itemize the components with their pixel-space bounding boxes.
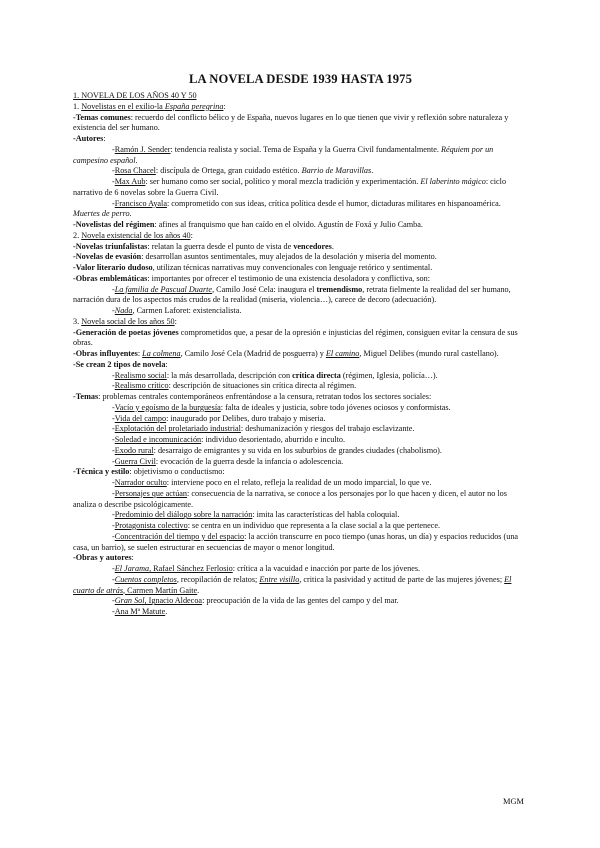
theme-campo: -Vida del campo: inaugurado por Delibes, duro trabajo y miseria. [112, 413, 326, 423]
paragraph-triunfalistas: -Novelas triunfalistas: relatan la guerra desde el punto de vista de vencedores. [73, 241, 334, 251]
theme-exodo: -Exodo rural: desarraigo de emigrantes y su vida en los suburbios de grandes ciudades (chabolismo). [112, 445, 442, 455]
technique-protagonista: -Protagonista colectivo: se centra en un individuo que representa a la clase social a la que pertenece. [112, 521, 441, 530]
label-autores: -Autores: [73, 134, 106, 143]
document-page [73, 68, 528, 618]
subsection-social: 3. Novela social de los años 50: [73, 316, 177, 326]
technique-dialogo: -Predominio del diálogo sobre la narración: imita las características del habla coloquial. [112, 510, 400, 520]
author-matute: -Ana Mª Matute. [112, 607, 168, 616]
page-title: LA NOVELA DESDE 1939 HASTA 1975 [189, 72, 412, 86]
subsection-existencial: 2. Novela existencial de los años 40: [73, 230, 193, 240]
work-pascual-duarte: -La familia de Pascual Duarte, Camilo José Cela: inaugura el tremendismo, retrata fielmente la realidad del ser humano, narración dura de los aspectos más crudos de la realidad (miseria, violencia…), carece de decoro (adecuación). [73, 284, 511, 305]
author-sender: -Ramón J. Sender: tendencia realista y social. Tema de España y la Guerra Civil fundamentalmente. Réquiem por un campesino español. [73, 144, 494, 165]
theme-guerra-civil: -Guerra Civil: evocación de la guerra desde la infancia o adolescencia. [112, 456, 344, 466]
paragraph-emblematicas: -Obras emblemáticas: importantes por ofrecer el testimonio de una existencia desoladora y conflictiva, son: [73, 273, 430, 283]
type-realismo-critico: -Realismo crítico: descripción de situaciones sin crítica directa al régimen. [112, 381, 357, 391]
work-nada: -Nada, Carmen Laforet: existencialista. [112, 306, 242, 315]
technique-narrador: -Narrador oculto: interviene poco en el relato, refleja la realidad de un modo imparcial, lo que ve. [112, 478, 432, 487]
author-aub: -Max Aub: ser humano como ser social, político y moral mezcla tradición y experimentación. El laberinto mágico: ciclo narrativo de 6 novelas sobre la Guerra Civil. [73, 177, 507, 197]
label-obras-autores: -Obras y autores: [73, 553, 134, 563]
theme-soledad: -Soledad e incomunicación: individuo desorientado, aburrido e inculto. [112, 435, 346, 444]
author-ayala: -Francisco Ayala: comprometido con sus ideas, crítica política desde el humor, dictaduras militares en hispanoamérica. Muertes de perro. [73, 198, 501, 219]
paragraph-evasion: -Novelas de evasión: desarrollan asuntos sentimentales, muy alejados de la desolación y miseria del momento. [73, 252, 437, 262]
paragraph-influyentes: -Obras influyentes: La colmena, Camilo José Cela (Madrid de posguerra) y El camino, Miguel Delibes (mundo rural castellano). [73, 349, 499, 358]
paragraph-regimen: -Novelistas del régimen: afines al franquismo que han caído en el olvido. Agustín de Foxá y Julio Camba. [73, 220, 423, 229]
paragraph-dudoso: -Valor literario dudoso, utilizan técnicas narrativas muy convencionales con lenguaje retórico y sentimental. [73, 263, 433, 272]
section-heading-1: 1. NOVELA DE LOS AÑOS 40 Y 50 [73, 91, 197, 100]
theme-proletariado: -Explotación del proletariado industrial: deshumanización y riesgos del trabajo esclavizante. [112, 424, 415, 434]
subsection-exilio: 1. Novelistas en el exilio-la España peregrina: [73, 101, 226, 111]
paragraph-temas: -Temas: problemas centrales contemporáneos enfrentándose a la censura, retratan todos los sectores sociales: [73, 392, 432, 401]
work-el-jarama: -El Jarama, Rafael Sánchez Ferlosio: crítica a la vacuidad e inacción por parte de los jóvenes. [112, 564, 421, 573]
label-tipos-novela: -Se crean 2 tipos de novela: [73, 359, 168, 369]
paragraph-tecnica: -Técnica y estilo: objetivismo o conductismo: [73, 467, 225, 477]
technique-concentracion: -Concentración del tiempo y del espacio: la acción transcurre en poco tiempo (unas horas, un día) y espacios reducidos (una casa, un barrio), se suelen estructurar en secuencias de mayor o menor longitud. [73, 531, 519, 552]
theme-burguesia: -Vacío y egoísmo de la burguesía: falta de ideales y justicia, sobre todo jóvenes ociosos y conformistas. [112, 402, 451, 412]
type-realismo-social: -Realismo social: la más desarrollada, descripción con crítica directa (régimen, Iglesia, policía…). [112, 370, 438, 380]
author-chacel: -Rosa Chacel: discípula de Ortega, gran cuidado estético. Barrio de Maravillas. [112, 166, 374, 176]
author-initials: MGM [503, 797, 524, 806]
technique-personajes: -Personajes que actúan: consecuencia de la narrativa, se conoce a los personajes por lo que hacen y dicen, el autor no los analiza o describe psicológicamente. [73, 488, 507, 509]
work-martin-gaite: -Cuentos completos, recopilación de relatos; Entre visillo, critica la pasividad y actitud de parte de las mujeres jóvenes; El cuarto de atrás, Carmen Martín Gaite. [73, 574, 512, 595]
work-gran-sol: -Gran Sol, Ignacio Aldecoa: preocupación de la vida de las gentes del campo y del mar. [112, 596, 399, 606]
paragraph-generacion: -Generación de poetas jóvenes comprometidos que, a pesar de la opresión e injusticias del régimen, consiguen evitar la censura de sus obras. [73, 327, 518, 348]
paragraph-temas-comunes: -Temas comunes: recuerdo del conflicto bélico y de España, nuevos lugares en lo que tienen que vivir y reflexión sobre naturaleza y existencia del ser humano. [73, 112, 509, 133]
